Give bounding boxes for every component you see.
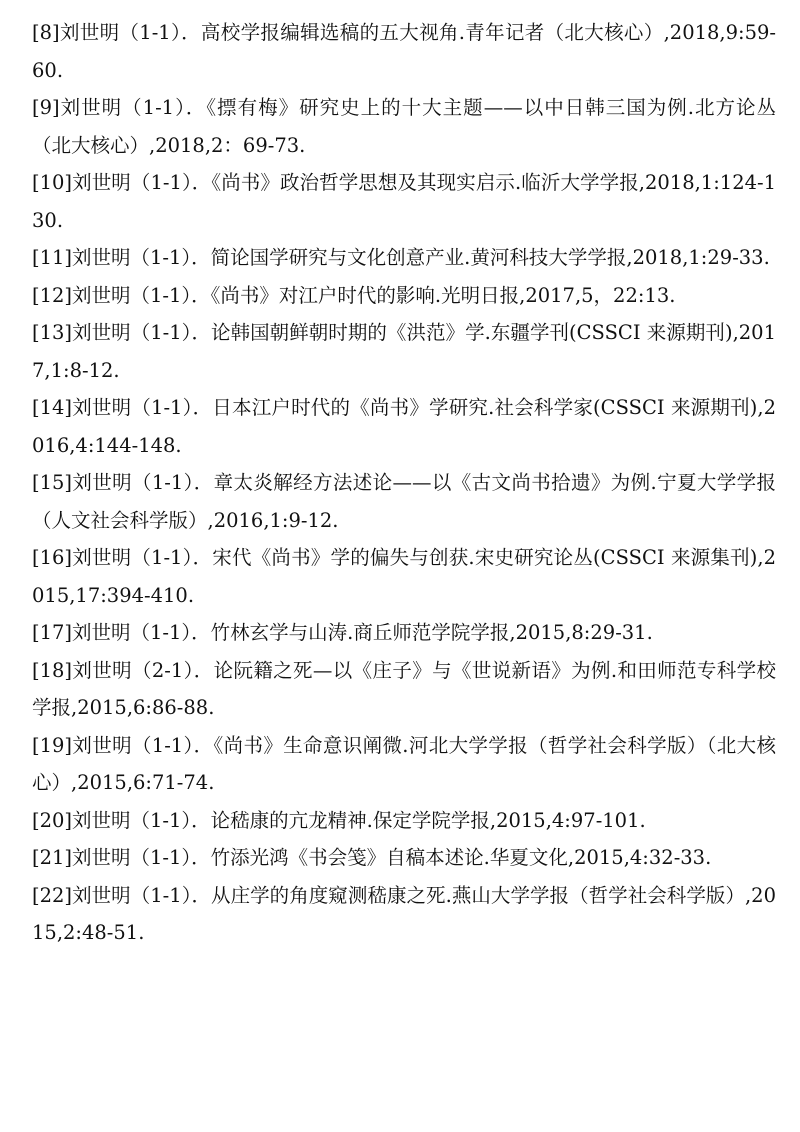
reference-item-20: [20]刘世明（1-1）．论嵇康的亢龙精神.保定学院学报,2015,4:97-101. <box>32 808 646 832</box>
reference-item-17: [17]刘世明（1-1）．竹林玄学与山涛.商丘师范学院学报,2015,8:29-31. <box>32 621 653 644</box>
reference-item-12: [12]刘世明（1-1）．《尚书》对江户时代的影响.光明日报,2017,5，22:13. <box>32 283 676 307</box>
reference-item-9: [9]刘世明（1-1）．《摽有梅》研究史上的十大主题——以中日韩三国为例.北方论丛（北大核心）,2018,2：69-73. <box>32 96 776 157</box>
reference-item-22: [22]刘世明（1-1）．从庄学的角度窥测嵇康之死.燕山大学学报（哲学社会科学版）,2015,2:48-51. <box>32 883 776 944</box>
reference-item-13: [13]刘世明（1-1）．论韩国朝鲜朝时期的《洪范》学.东疆学刊(CSSCI 来源期刊),2017,1:8-12. <box>32 321 776 382</box>
reference-item-11: [11]刘世明（1-1）．简论国学研究与文化创意产业.黄河科技大学学报,2018,1:29-33. <box>32 246 770 269</box>
reference-item-8: [8]刘世明（1-1）．高校学报编辑选稿的五大视角.青年记者（北大核心）,2018,9:59-60. <box>32 21 776 82</box>
reference-item-19: [19]刘世明（1-1）．《尚书》生命意识阐微.河北大学学报（哲学社会科学版）（北大核心）,2015,6:71-74. <box>32 733 776 794</box>
reference-item-10: [10]刘世明（1-1）．《尚书》政治哲学思想及其现实启示.临沂大学学报,2018,1:124-130. <box>32 171 776 232</box>
reference-list <box>32 14 776 952</box>
reference-item-21: [21]刘世明（1-1）．竹添光鸿《书会笺》自稿本述论.华夏文化,2015,4:32-33. <box>32 846 712 869</box>
reference-item-14: [14]刘世明（1-1）．日本江户时代的《尚书》学研究.社会科学家(CSSCI 来源期刊),2016,4:144-148. <box>32 396 776 457</box>
reference-item-18: [18]刘世明（2-1）．论阮籍之死—以《庄子》与《世说新语》为例.和田师范专科学校学报,2015,6:86-88. <box>32 658 776 719</box>
reference-item-16: [16]刘世明（1-1）．宋代《尚书》学的偏失与创获.宋史研究论丛(CSSCI 来源集刊),2015,17:394-410. <box>32 546 776 607</box>
reference-item-15: [15]刘世明（1-1）．章太炎解经方法述论——以《古文尚书拾遗》为例.宁夏大学学报（人文社会科学版）,2016,1:9-12. <box>32 471 776 532</box>
